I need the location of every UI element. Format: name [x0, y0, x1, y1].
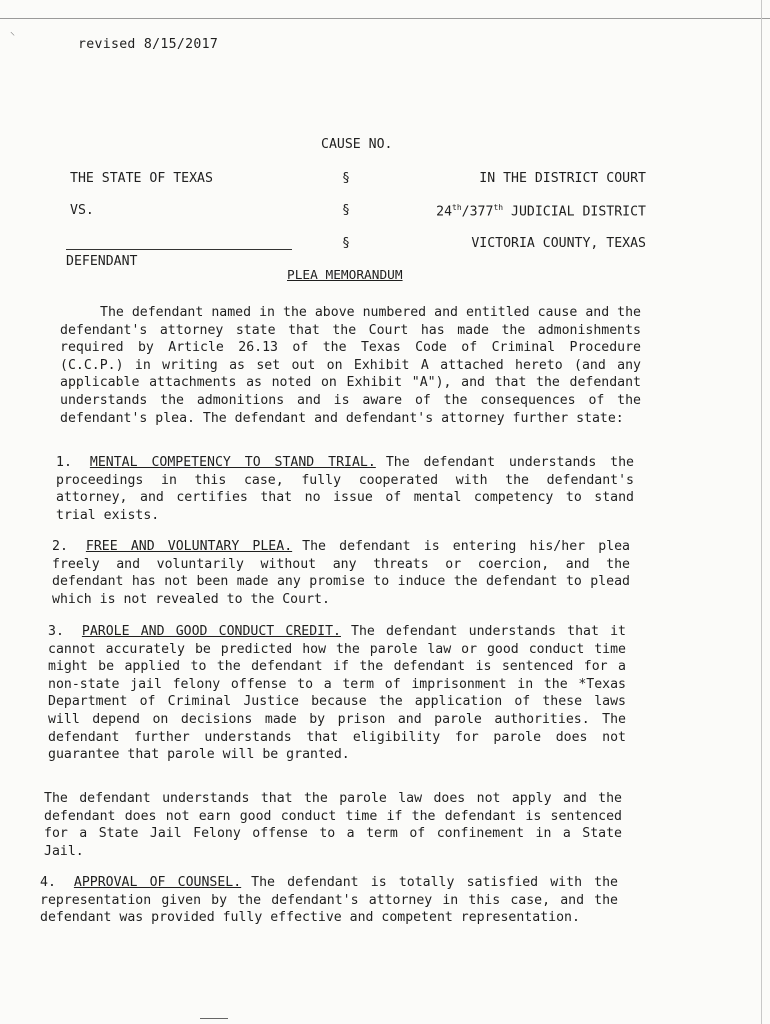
caption-left: THE STATE OF TEXAS [70, 171, 213, 186]
section-number: 1. [56, 455, 72, 470]
judicial-district: 24th/377th JUDICIAL DISTRICT [436, 203, 646, 220]
section-number: 3. [48, 624, 64, 639]
top-rule [0, 18, 770, 19]
section-heading: APPROVAL OF COUNSEL. [73, 875, 242, 890]
section-paragraph [40, 874, 618, 927]
caption-row [70, 203, 650, 223]
cause-number-label: CAUSE NO. [321, 137, 393, 152]
revised-date: revised 8/15/2017 [78, 37, 219, 52]
section-heading: MENTAL COMPETENCY TO STAND TRIAL. [89, 455, 376, 470]
section-number: 4. [40, 875, 56, 890]
caption-left: VS. [70, 203, 94, 218]
section-heading: PAROLE AND GOOD CONDUCT CREDIT. [81, 624, 341, 639]
section-text: The defendant understands the proceedings in this case, fully cooperated with the defendant's attorney, and certifies that no issue of mental competency to stand trial exists. [56, 455, 634, 523]
section-paragraph [56, 454, 634, 524]
caption-row [70, 171, 650, 191]
section-heading: FREE AND VOLUNTARY PLEA. [85, 539, 293, 554]
caption-right: VICTORIA COUNTY, TEXAS [471, 236, 646, 251]
section-paragraph [52, 538, 630, 608]
section-text: The defendant understands that it cannot accurately be predicted how the parole law or good conduct time might be applied to the defendant if the defendant is sentenced for a non-state jail felony offense to a term of imprisonment in the *Texas Department of Criminal Justice because the application of these laws will depend on decisions made by prison and parole authorities. The defendant further understands that eligibility for parole does not guarantee that parole will be granted. [48, 624, 626, 763]
section-symbol: § [342, 236, 350, 251]
section-symbol: § [342, 171, 350, 186]
section-paragraph [48, 623, 626, 764]
defendant-name-line [66, 249, 292, 250]
defendant-label: DEFENDANT [66, 254, 138, 269]
document-title: PLEA MEMORANDUM [287, 268, 403, 283]
caption-row [70, 236, 650, 256]
scan-mark: ⸌ [10, 31, 15, 42]
scan-mark [200, 1018, 228, 1019]
section-text: The defendant is totally satisfied with the representation given by the defendant's attorney in this case, and the defendant was provided fully effective and competent representation. [40, 875, 619, 926]
section-symbol: § [342, 203, 350, 218]
section-text: The defendant is entering his/her plea freely and voluntarily without any threats or coercion, and the defendant has not been made any promise to induce the defendant to plead which is not revealed to the Court. [52, 539, 630, 607]
scan-edge [761, 0, 762, 1024]
state-jail-note: The defendant understands that the parole law does not apply and the defendant does not earn good conduct time if the defendant is sentenced for a State Jail Felony offense to a term of confinement in a State Jail. [44, 791, 622, 859]
caption-right: IN THE DISTRICT COURT [479, 171, 646, 186]
section-number: 2. [52, 539, 68, 554]
intro-paragraph: The defendant named in the above numbered and entitled cause and the defendant's attorney state that the Court has made the admonishments required by Article 26.13 of the Texas Code of Criminal Procedure (C.C.P.) in writing as set out on Exhibit A attached hereto (and any applicable attachments as noted on Exhibit "A"), and that the defendant understands the admonitions and is aware of the consequences of the defendant's plea. The defendant and defendant's attorney further state: [60, 305, 641, 426]
